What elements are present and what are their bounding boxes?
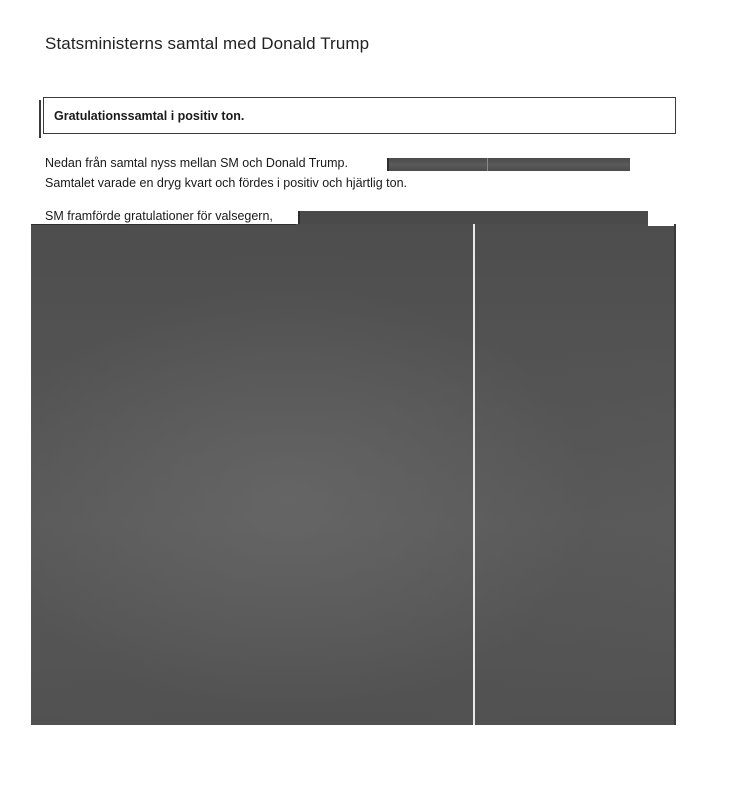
redaction-block-right-edge xyxy=(674,224,676,725)
redaction-line xyxy=(298,211,648,225)
paragraph-2: Samtalet varade en dryg kvart och fördes i positiv och hjärtlig ton. xyxy=(45,176,407,190)
redaction-seam xyxy=(487,158,488,171)
redaction-block-seam xyxy=(473,224,475,725)
paragraph-3: SM framförde gratulationer för valsegern, xyxy=(45,209,273,223)
document-title: Statsministerns samtal med Donald Trump xyxy=(45,34,370,53)
redaction-block-notch xyxy=(648,224,676,226)
paragraph-1: Nedan från samtal nyss mellan SM och Donald Trump. xyxy=(45,156,348,170)
summary-box xyxy=(43,97,676,134)
summary-box-left-mark xyxy=(39,100,41,138)
redaction-inline xyxy=(387,158,630,171)
redaction-block xyxy=(31,224,676,725)
redaction-block-top-edge xyxy=(31,224,296,225)
summary-text: Gratulationssamtal i positiv ton. xyxy=(54,109,245,123)
